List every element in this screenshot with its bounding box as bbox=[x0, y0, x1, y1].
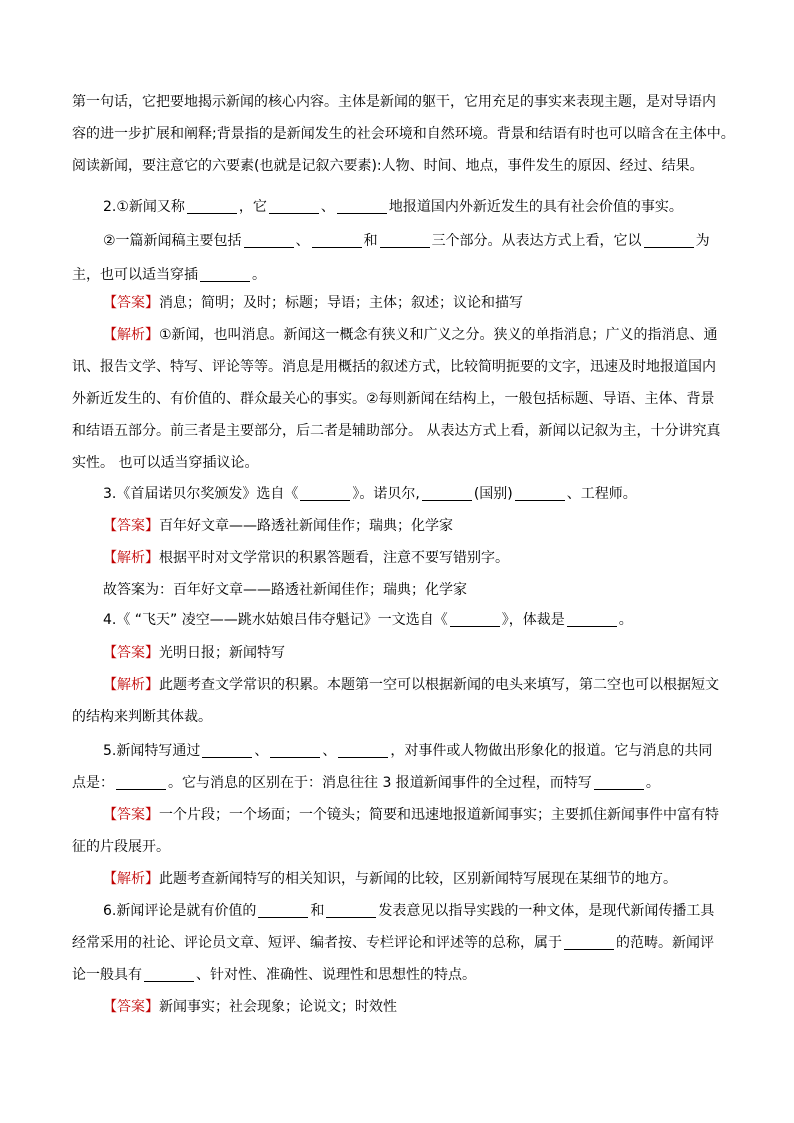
answer-blank[interactable] bbox=[116, 773, 166, 790]
answer-blank[interactable] bbox=[270, 741, 320, 758]
answer-line: 【答案】光明日报；新闻特写 bbox=[103, 645, 285, 661]
analysis-line: 【解析】此题考查新闻特写的相关知识，与新闻的比较，区别新闻特写展现在某细节的地方。 bbox=[103, 871, 677, 887]
answer-blank[interactable] bbox=[326, 901, 376, 918]
analysis-tag: 【解析】 bbox=[103, 327, 159, 343]
text-line: 讯、报告文学、特写、评论等等。消息是用概括的叙述方式，比较简明扼要的文字，迅速及时地报道国内 bbox=[72, 359, 716, 375]
question-5-line-2: 点是： 。它与消息的区别在于：消息往往 3 报道新闻事件的全过程，而特写 。 bbox=[72, 775, 660, 791]
answer-blank[interactable] bbox=[187, 197, 237, 214]
answer-line: 【答案】百年好文章——路透社新闻佳作；瑞典；化学家 bbox=[103, 518, 453, 534]
question-6-line-2: 经常采用的社论、评论员文章、短评、编者按、专栏评论和评述等的总称，属于 的范畴。新闻评 bbox=[72, 935, 714, 951]
answer-blank[interactable] bbox=[202, 741, 252, 758]
question-2-line-1: 2.①新闻又称 ，它 、 地报道国内外新近发生的具有社会价值的事实。 bbox=[103, 199, 683, 215]
answer-blank[interactable] bbox=[594, 773, 644, 790]
answer-blank[interactable] bbox=[300, 484, 350, 501]
question-5-line-1: 5.新闻特写通过 、 、 ，对事件或人物做出形象化的报道。它与消息的共同 bbox=[103, 743, 713, 759]
analysis-line: 【解析】根据平时对文学常识的积累答题看，注意不要写错别字。 bbox=[103, 550, 509, 566]
answer-tag: 【答案】 bbox=[103, 518, 159, 534]
text-line: 征的片段展开。 bbox=[72, 839, 170, 855]
answer-blank[interactable] bbox=[380, 231, 430, 248]
answer-blank[interactable] bbox=[338, 741, 388, 758]
question-6-line-3: 论一般具有 、针对性、准确性、说理性和思想性的特点。 bbox=[72, 967, 476, 983]
text-line: 第一句话，它把要地揭示新闻的核心内容。主体是新闻的躯干，它用充足的事实来表现主题，是对导语内 bbox=[72, 94, 716, 110]
question-4-line: 4.《 “飞天” 凌空——跳水姑娘吕伟夺魁记》一文选自《 》，体裁是 。 bbox=[103, 612, 633, 628]
text-line: 实性。 也可以适当穿插议论。 bbox=[72, 455, 259, 471]
text-line: 阅读新闻，要注意它的六要素(也就是记叙六要素):人物、时间、地点，事件发生的原因、经过、结果。 bbox=[72, 158, 704, 174]
question-2-line-2: ②一篇新闻稿主要包括 、 和 三个部分。从表达方式上看，它以 为 bbox=[103, 233, 710, 249]
answer-line: 【答案】一个片段；一个场面；一个镜头；简要和迅速地报道新闻事实；主要抓住新闻事件中富有特 bbox=[103, 807, 719, 823]
answer-blank[interactable] bbox=[312, 231, 362, 248]
text-line: 容的进一步扩展和阐释;背景指的是新闻发生的社会环境和自然环境。背景和结语有时也可以暗含在主体中。 bbox=[72, 126, 735, 142]
answer-blank[interactable] bbox=[337, 197, 387, 214]
text-line: 和结语五部分。前三者是主要部分，后二者是辅助部分。 从表达方式上看，新闻以记叙为主，十分讲究真 bbox=[72, 423, 721, 439]
answer-blank[interactable] bbox=[200, 265, 250, 282]
final-answer-line: 故答案为：百年好文章——路透社新闻佳作；瑞典；化学家 bbox=[103, 582, 467, 598]
analysis-line: 【解析】①新闻，也叫消息。新闻这一概念有狭义和广义之分。狭义的单指消息；广义的指消息、通 bbox=[103, 327, 718, 343]
answer-line: 【答案】新闻事实；社会现象；论说文；时效性 bbox=[103, 999, 397, 1015]
text-line: 的结构来判断其体裁。 bbox=[72, 709, 212, 725]
question-6-line-1: 6.新闻评论是就有价值的 和 发表意见以指导实践的一种文体，是现代新闻传播工具 bbox=[103, 903, 715, 919]
answer-blank[interactable] bbox=[644, 231, 694, 248]
answer-tag: 【答案】 bbox=[103, 295, 159, 311]
question-2-line-3: 主，也可以适当穿插 。 bbox=[72, 267, 266, 283]
answer-blank[interactable] bbox=[269, 197, 319, 214]
answer-blank[interactable] bbox=[515, 484, 565, 501]
analysis-tag: 【解析】 bbox=[103, 550, 159, 566]
answer-blank[interactable] bbox=[422, 484, 472, 501]
text-line: 外新近发生的、有价值的、群众最关心的事实。②每则新闻在结构上，一般包括标题、导语、主体、背景 bbox=[72, 391, 715, 407]
answer-blank[interactable] bbox=[567, 610, 617, 627]
answer-blank[interactable] bbox=[258, 901, 308, 918]
answer-line: 【答案】消息；简明；及时；标题；导语；主体；叙述；议论和描写 bbox=[103, 295, 523, 311]
analysis-line: 【解析】此题考查文学常识的积累。本题第一空可以根据新闻的电头来填写，第二空也可以根据短文 bbox=[103, 677, 719, 693]
answer-blank[interactable] bbox=[450, 610, 500, 627]
answer-tag: 【答案】 bbox=[103, 645, 159, 661]
answer-blank[interactable] bbox=[244, 231, 294, 248]
analysis-tag: 【解析】 bbox=[103, 677, 159, 693]
answer-tag: 【答案】 bbox=[103, 999, 159, 1015]
answer-tag: 【答案】 bbox=[103, 807, 159, 823]
question-3-line: 3.《首届诺贝尔奖颁发》选自《 》。诺贝尔, (国别) 、工程师。 bbox=[103, 486, 637, 502]
answer-blank[interactable] bbox=[144, 965, 194, 982]
answer-blank[interactable] bbox=[564, 933, 614, 950]
analysis-tag: 【解析】 bbox=[103, 871, 159, 887]
